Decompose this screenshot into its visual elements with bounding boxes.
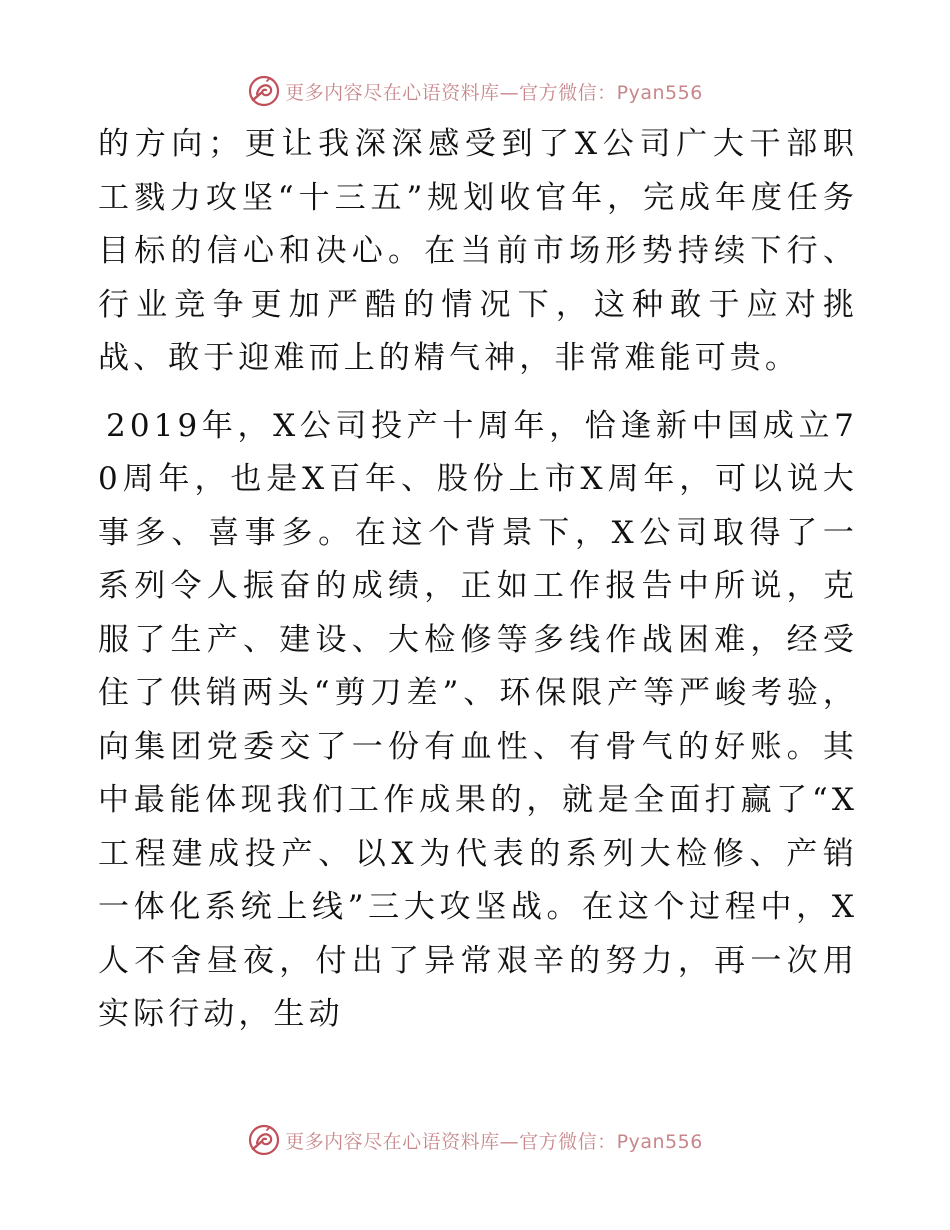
rose-logo-icon bbox=[247, 1123, 281, 1157]
watermark-text: 更多内容尽在心语资料库—官方微信：Pyan556 bbox=[285, 81, 703, 104]
rose-logo-icon bbox=[247, 74, 281, 108]
paragraph-2: 2019年，X公司投产十周年，恰逢新中国成立70周年，也是X百年、股份上市X周年，可以说大事多、喜事多。在这个背景下，X公司取得了一系列令人振奋的成绩，正如工作报告中所说，克服了生产、建设、大检修等多线作战困难，经受住了供销两头“剪刀差”、环保限产等严峻考验，向集团党委交了一份有血性、有骨气的好账。其中最能体现我们工作成果的，就是全面打赢了“X工程建成投产、以X为代表的系列大检修、产销一体化系统上线”三大攻坚战。在这个过程中，X人不舍昼夜，付出了异常艰辛的努力，再一次用实际行动，生动 bbox=[98, 407, 858, 1032]
footer-watermark-banner bbox=[0, 1120, 950, 1160]
watermark-text: 更多内容尽在心语资料库—官方微信：Pyan556 bbox=[285, 1130, 703, 1153]
paragraph-1: 的方向；更让我深深感受到了X公司广大干部职工戮力攻坚“十三五”规划收官年，完成年度任务目标的信心和决心。在当前市场形势持续下行、行业竞争更加严酷的情况下，这种敢于应对挑战、敢于迎难而上的精气神，非常难能可贵。 bbox=[98, 126, 858, 376]
header-watermark-banner bbox=[0, 71, 950, 111]
document-body bbox=[98, 118, 858, 1042]
